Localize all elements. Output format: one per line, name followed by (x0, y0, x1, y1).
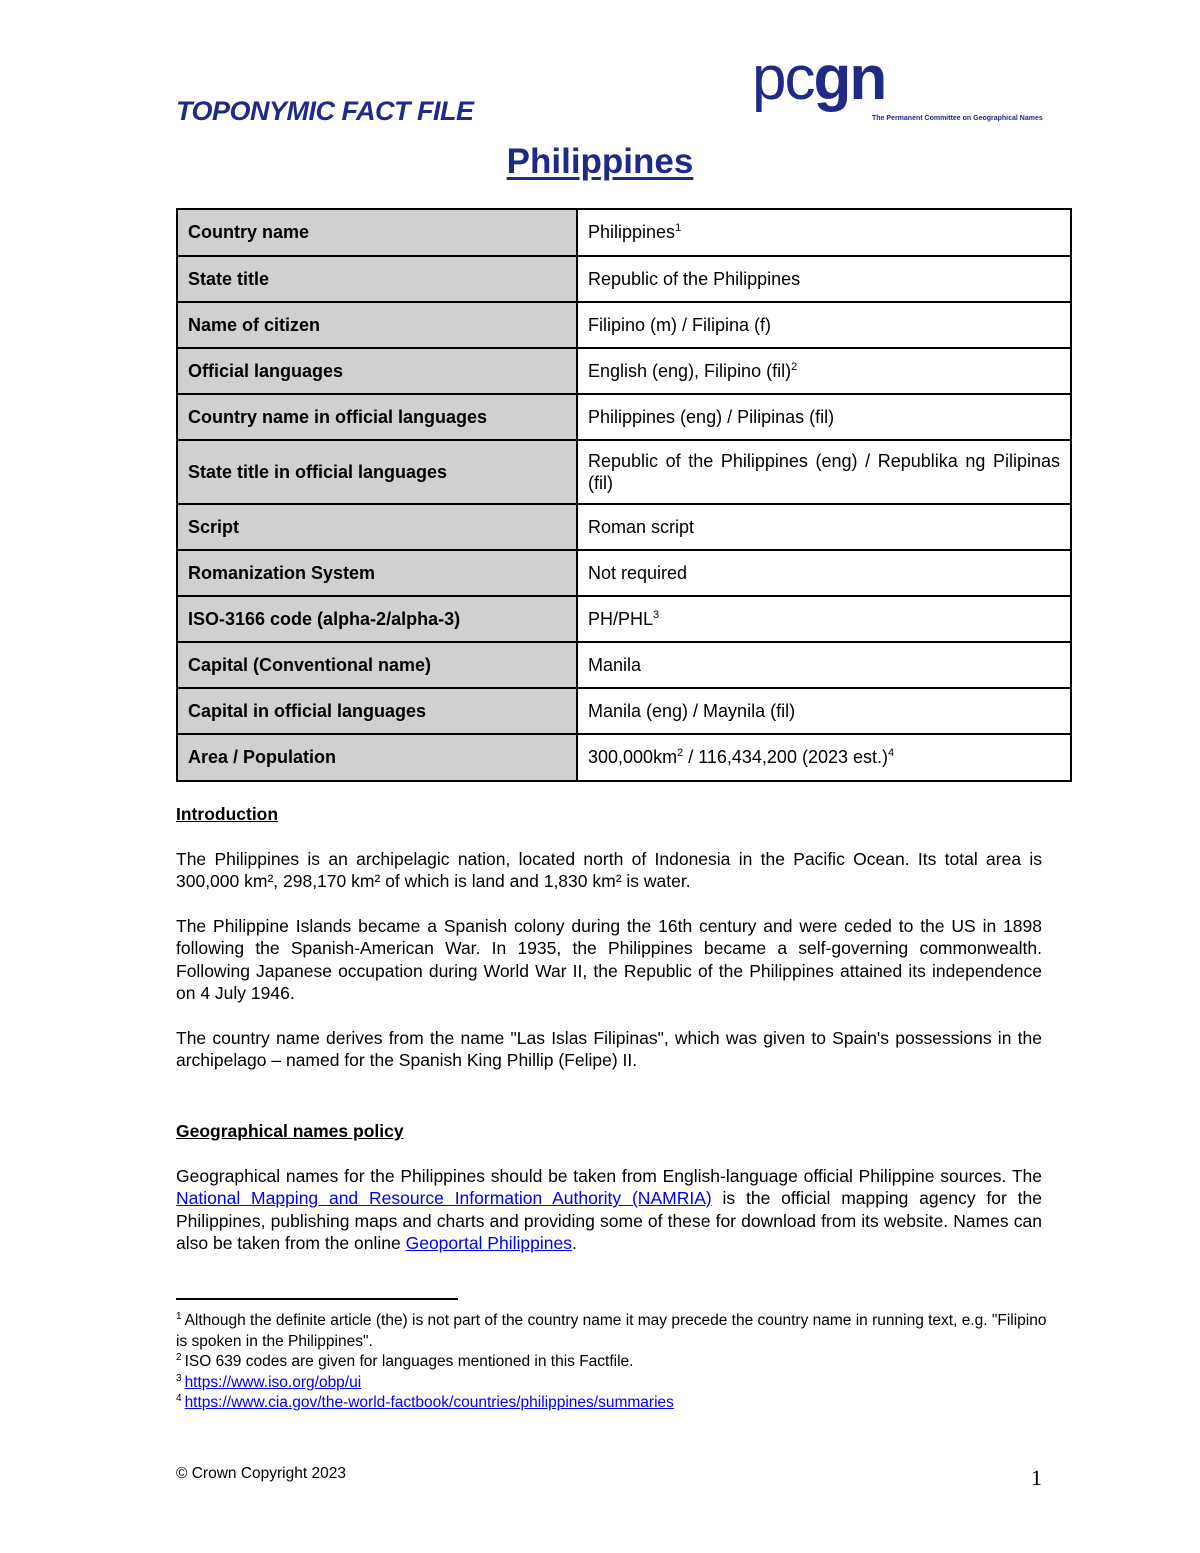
paragraph: The Philippines is an archipelagic nation, located north of Indonesia in the Pacific Ocean. Its total area is 300,000 km², 298,170 km² of which is land and 1,830 km² is water. (176, 848, 1042, 891)
fact-label: State title (177, 256, 577, 302)
table-row (177, 642, 1071, 688)
fact-value: PH/PHL$^3$ (577, 596, 1071, 642)
fact-label: Script (177, 504, 577, 550)
footnote-ref[interactable]: 1 (675, 222, 682, 234)
table-row (177, 256, 1071, 302)
fact-label: Romanization System (177, 550, 577, 596)
footnote-ref[interactable]: 3 (653, 608, 660, 621)
footnote-divider (176, 1298, 458, 1300)
logo-tagline: The Permanent Committee on Geographical Names (872, 115, 1043, 122)
footnote: $^4$ https://www.cia.gov/the-world-factbook/countries/philippines/summaries (176, 1393, 674, 1411)
fact-label: ISO-3166 code (alpha-2/alpha-3) (177, 596, 577, 642)
fact-value: Manila (eng) / Maynila (fil) (577, 688, 1071, 734)
table-row (177, 348, 1071, 394)
footnote-ref[interactable]: 2 (791, 360, 798, 373)
fact-value: $300,000km^2 / 116,434,200$ (2023 est.)$^4$ (577, 734, 1071, 781)
fact-label: Name of citizen (177, 302, 577, 348)
section-heading: Introduction (176, 804, 279, 824)
table-row (177, 734, 1071, 781)
table-row (177, 302, 1071, 348)
policy-section (176, 1120, 1042, 1255)
namria-link[interactable]: National Mapping and Resource Information Authority (NAMRIA) (176, 1188, 712, 1208)
document-type-heading: TOPONYMIC FACT FILE (176, 96, 474, 126)
iso-link[interactable]: https://www.iso.org/obp/ui (184, 1373, 362, 1391)
footnote: $^3$ https://www.iso.org/obp/ui (176, 1372, 362, 1391)
fact-value: Filipino (m) / Filipina (f) (577, 302, 1071, 348)
geoportal-link[interactable]: Geoportal Philippines (405, 1233, 572, 1253)
fact-value: Not required (577, 550, 1071, 596)
logo-text-heavy: gn (813, 44, 886, 113)
footnote: $^2$ ISO 639 codes are given for languages mentioned in this Factfile. (176, 1352, 634, 1370)
fact-value: Philippines (eng) / Pilipinas (fil) (577, 394, 1071, 440)
fact-label: Capital in official languages (177, 688, 577, 734)
table-row (177, 394, 1071, 440)
pcgn-logo (752, 44, 1043, 128)
fact-value: Republic of the Philippines (577, 256, 1071, 302)
footnotes (176, 1311, 1056, 1414)
fact-value: Manila (577, 642, 1071, 688)
fact-value: English (eng), Filipino (fil)$^2$ (577, 348, 1071, 394)
paragraph: Geographical names for the Philippines should be taken from English-language official Philippine sources. The National Mapping and Resource Information Authority (NAMRIA) is the official mapping agency for the Philippines, publishing maps and charts and providing some of these for download from its website. Names can also be taken from the online Geoportal Philippines. (176, 1165, 1042, 1253)
footnote: $^1$ Although the definite article (the) is not part of the country name it may precede the country name in running text, e.g. "Filipino is spoken in the Philippines". (176, 1311, 1047, 1350)
fact-label: State title in official languages (177, 440, 577, 504)
fact-label: Official languages (177, 348, 577, 394)
page-number: 1 (1031, 1465, 1042, 1490)
table-row (177, 209, 1071, 256)
fact-label: Capital (Conventional name) (177, 642, 577, 688)
introduction-section (176, 803, 1042, 1072)
paragraph: The country name derives from the name "Las Islas Filipinas", which was given to Spain's possessions in the archipelago – named for the Spanish King Phillip (Felipe) II. (176, 1027, 1042, 1070)
section-heading: Geographical names policy (176, 1121, 404, 1141)
fact-label: Country name (177, 209, 577, 256)
fact-value: Philippines$^1$ (577, 209, 1071, 256)
table-row (177, 504, 1071, 550)
footnote-ref[interactable]: 4 (888, 747, 895, 759)
logo-text-light: pc (752, 44, 814, 113)
copyright-notice: © Crown Copyright 2023 (176, 1465, 346, 1482)
cia-factbook-link[interactable]: https://www.cia.gov/the-world-factbook/countries/philippines/summaries (184, 1394, 674, 1411)
fact-value: Republic of the Philippines (eng) / Republika ng Pilipinas (fil) (577, 440, 1071, 504)
table-row (177, 440, 1071, 504)
fact-value: Roman script (577, 504, 1071, 550)
table-row (177, 688, 1071, 734)
page-title: Philippines (506, 142, 694, 181)
fact-label: Area / Population (177, 734, 577, 781)
table-row (177, 550, 1071, 596)
fact-label: Country name in official languages (177, 394, 577, 440)
table-row (177, 596, 1071, 642)
paragraph: The Philippine Islands became a Spanish colony during the 16th century and were ceded to the US in 1898 following the Spanish-American War. In 1935, the Philippines became a self-governing commonwealth. Following Japanese occupation during World War II, the Republic of the Philippines attained its independence on 4 July 1946. (176, 915, 1042, 1003)
fact-table (176, 208, 1072, 782)
